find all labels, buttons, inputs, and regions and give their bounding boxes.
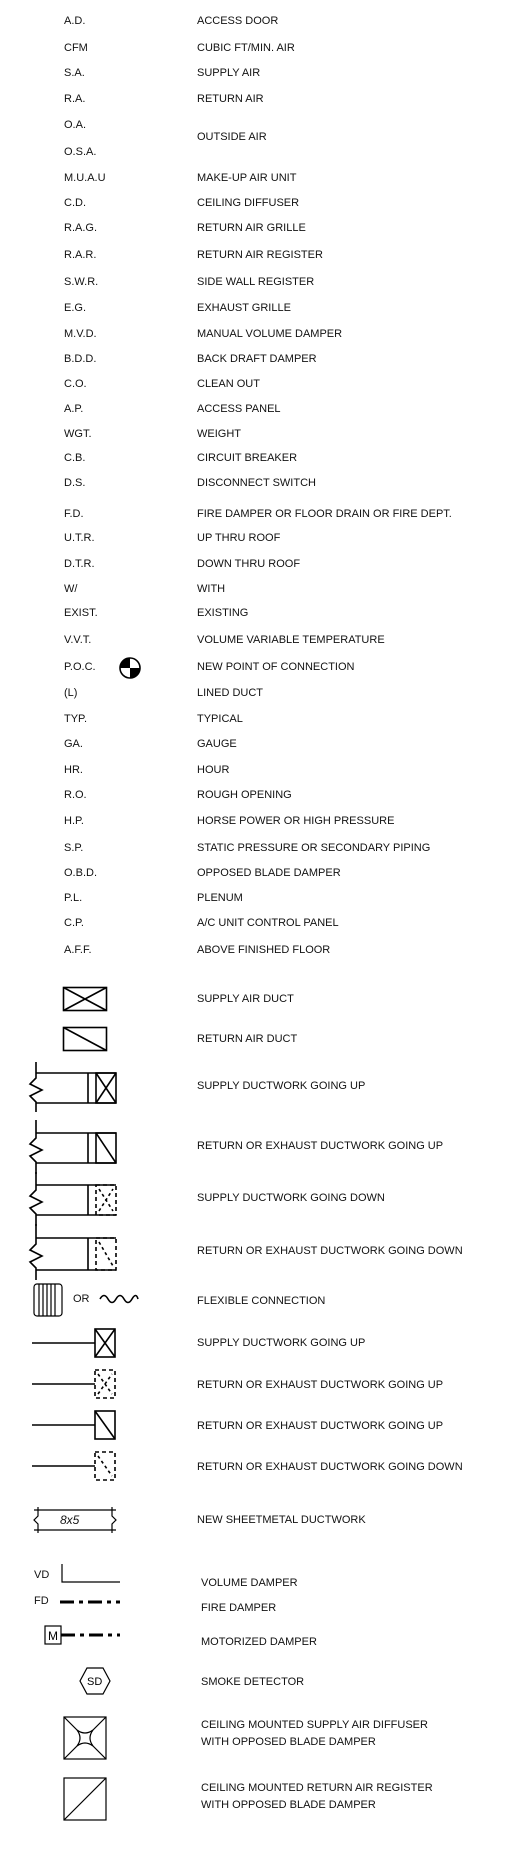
smoke-detector-icon <box>78 1666 112 1696</box>
abbr-code: CFM <box>64 42 88 54</box>
symbol-description: VOLUME DAMPER <box>201 1577 298 1589</box>
vd-tag: VD <box>34 1569 50 1581</box>
abbr-code: D.T.R. <box>64 558 95 570</box>
abbr-description: ROUGH OPENING <box>197 789 292 801</box>
abbr-code: H.P. <box>64 815 84 827</box>
supply-duct-down-icon <box>26 1168 118 1228</box>
abbr-description: PLENUM <box>197 892 243 904</box>
abbr-code: S.W.R. <box>64 276 99 288</box>
abbr-description: CEILING DIFFUSER <box>197 197 300 209</box>
abbr-code: S.P. <box>64 842 84 854</box>
abbr-description: LINED DUCT <box>197 687 264 699</box>
abbr-code: C.O. <box>64 378 87 390</box>
return-duct-up-plan-icon <box>30 1408 120 1442</box>
abbr-code: U.T.R. <box>64 532 95 544</box>
abbr-description: WEIGHT <box>197 428 241 440</box>
return-duct-down-icon <box>26 1220 118 1282</box>
abbr-code: A.D. <box>64 15 86 27</box>
symbol-description: SMOKE DETECTOR <box>201 1676 305 1688</box>
abbr-code: TYP. <box>64 713 88 725</box>
abbr-code: R.A.G. <box>64 222 98 234</box>
abbr-description: ACCESS PANEL <box>197 403 281 415</box>
abbr-code: C.B. <box>64 452 86 464</box>
abbr-description: RETURN AIR <box>197 93 264 105</box>
symbol-description: SUPPLY DUCTWORK GOING DOWN <box>197 1192 385 1204</box>
abbr-code: E.G. <box>64 302 87 314</box>
abbr-description: CIRCUIT BREAKER <box>197 452 298 464</box>
supply-air-duct-icon <box>62 986 108 1012</box>
abbr-code: EXIST. <box>64 607 98 619</box>
abbr-code: R.A. <box>64 93 86 105</box>
abbr-description: DOWN THRU ROOF <box>197 558 301 570</box>
symbol-description: SUPPLY DUCTWORK GOING UP <box>197 1337 366 1349</box>
symbol-description: RETURN OR EXHAUST DUCTWORK GOING UP <box>197 1420 444 1432</box>
abbr-description: MANUAL VOLUME DAMPER <box>197 328 343 340</box>
abbr-description: NEW POINT OF CONNECTION <box>197 661 355 673</box>
abbr-code: M.U.A.U <box>64 172 106 184</box>
abbr-code: W/ <box>64 583 78 595</box>
svg-text:SD: SD <box>87 1676 103 1688</box>
symbol-description: RETURN OR EXHAUST DUCTWORK GOING DOWN <box>197 1245 463 1257</box>
symbol-description: FIRE DAMPER <box>201 1602 277 1614</box>
abbr-description: WITH <box>197 583 226 595</box>
abbr-description: EXISTING <box>197 607 249 619</box>
symbol-description: RETURN OR EXHAUST DUCTWORK GOING DOWN <box>197 1461 463 1473</box>
symbol-description: CEILING MOUNTED SUPPLY AIR DIFFUSER <box>201 1719 428 1731</box>
symbol-description: SUPPLY DUCTWORK GOING UP <box>197 1080 366 1092</box>
flexible-connector-icon <box>32 1282 66 1318</box>
abbr-description: CUBIC FT/MIN. AIR <box>197 42 295 54</box>
abbr-description: CLEAN OUT <box>197 378 260 390</box>
symbol-description-line2: WITH OPPOSED BLADE DAMPER <box>201 1736 376 1748</box>
supply-duct-up-plan-icon <box>30 1326 120 1360</box>
abbr-code: A.F.F. <box>64 944 92 956</box>
abbr-description: ACCESS DOOR <box>197 15 279 27</box>
ceiling-return-register-icon <box>62 1776 108 1822</box>
abbr-code: S.A. <box>64 67 85 79</box>
flexible-wave-icon <box>98 1290 140 1308</box>
supply-duct-up-icon <box>26 1060 118 1116</box>
return-duct-up-plan-dashed-icon <box>30 1367 120 1401</box>
volume-damper-icon <box>58 1562 122 1584</box>
abbr-description: EXHAUST GRILLE <box>197 302 291 314</box>
abbr-code: WGT. <box>64 428 92 440</box>
symbol-description: RETURN AIR DUCT <box>197 1033 298 1045</box>
abbr-description: A/C UNIT CONTROL PANEL <box>197 917 339 929</box>
symbol-description: SUPPLY AIR DUCT <box>197 993 294 1005</box>
abbr-description: FIRE DAMPER OR FLOOR DRAIN OR FIRE DEPT. <box>197 508 452 520</box>
abbr-description: RETURN AIR REGISTER <box>197 249 323 261</box>
abbr-description: OPPOSED BLADE DAMPER <box>197 867 341 879</box>
fire-damper-icon <box>58 1595 122 1609</box>
abbr-description: SUPPLY AIR <box>197 67 261 79</box>
abbr-description: SIDE WALL REGISTER <box>197 276 315 288</box>
motorized-damper-icon <box>44 1624 122 1648</box>
abbr-description: TYPICAL <box>197 713 243 725</box>
abbr-code: D.S. <box>64 477 86 489</box>
symbol-description: RETURN OR EXHAUST DUCTWORK GOING UP <box>197 1379 444 1391</box>
abbr-code: O.S.A. <box>64 146 97 158</box>
symbol-description: CEILING MOUNTED RETURN AIR REGISTER <box>201 1782 433 1794</box>
abbr-description: HOUR <box>197 764 230 776</box>
abbr-code: O.A. <box>64 119 87 131</box>
abbr-code: (L) <box>64 687 78 699</box>
abbr-code: B.D.D. <box>64 353 97 365</box>
abbr-description: UP THRU ROOF <box>197 532 281 544</box>
abbr-code: P.O.C. <box>64 661 96 673</box>
abbr-code: R.O. <box>64 789 87 801</box>
abbr-description: BACK DRAFT DAMPER <box>197 353 317 365</box>
symbol-description-line2: WITH OPPOSED BLADE DAMPER <box>201 1799 376 1811</box>
abbr-description: OUTSIDE AIR <box>197 131 267 143</box>
point-of-connection-icon <box>118 656 142 680</box>
or-label: OR <box>73 1293 90 1305</box>
return-air-duct-icon <box>62 1026 108 1052</box>
duct-size-label: 8x5 <box>60 1513 80 1527</box>
abbr-code: C.D. <box>64 197 86 209</box>
abbr-code: HR. <box>64 764 83 776</box>
svg-text:M: M <box>48 1629 58 1643</box>
abbr-code: C.P. <box>64 917 84 929</box>
abbr-description: ABOVE FINISHED FLOOR <box>197 944 331 956</box>
abbr-code: O.B.D. <box>64 867 98 879</box>
abbr-description: MAKE-UP AIR UNIT <box>197 172 297 184</box>
abbr-description: RETURN AIR GRILLE <box>197 222 306 234</box>
abbr-description: DISCONNECT SWITCH <box>197 477 316 489</box>
abbr-code: A.P. <box>64 403 84 415</box>
abbr-code: R.A.R. <box>64 249 97 261</box>
symbol-description: RETURN OR EXHAUST DUCTWORK GOING UP <box>197 1140 444 1152</box>
symbol-description: FLEXIBLE CONNECTION <box>197 1295 326 1307</box>
abbr-code: M.V.D. <box>64 328 97 340</box>
abbr-code: GA. <box>64 738 83 750</box>
abbr-code: F.D. <box>64 508 84 520</box>
ceiling-supply-diffuser-icon <box>62 1715 108 1761</box>
symbol-description: NEW SHEETMETAL DUCTWORK <box>197 1514 366 1526</box>
return-duct-down-plan-icon <box>30 1449 120 1483</box>
abbr-description: HORSE POWER OR HIGH PRESSURE <box>197 815 395 827</box>
abbr-description: GAUGE <box>197 738 237 750</box>
abbr-description: STATIC PRESSURE OR SECONDARY PIPING <box>197 842 431 854</box>
symbol-description: MOTORIZED DAMPER <box>201 1636 317 1648</box>
abbr-code: P.L. <box>64 892 83 904</box>
abbr-description: VOLUME VARIABLE TEMPERATURE <box>197 634 385 646</box>
fd-tag: FD <box>34 1595 49 1607</box>
abbr-code: V.V.T. <box>64 634 92 646</box>
